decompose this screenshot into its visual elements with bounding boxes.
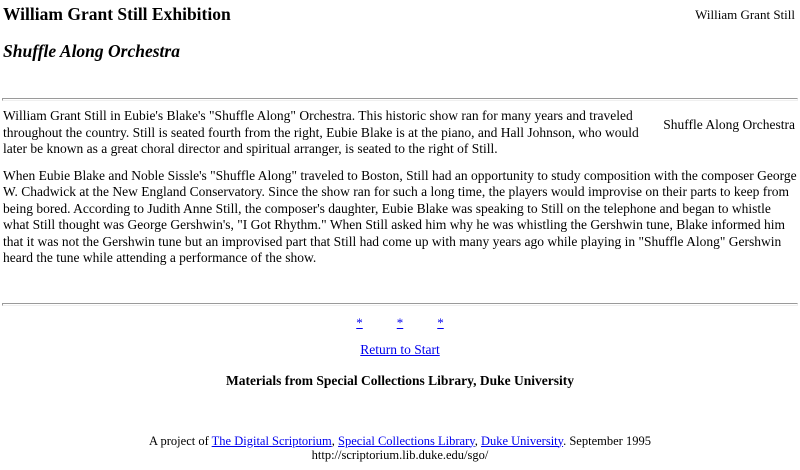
horizontal-rule-top [2,98,798,101]
duke-university-link[interactable]: Duke University [480,433,564,448]
project-credit-sep2: , [474,433,481,448]
page-subtitle: Shuffle Along Orchestra [3,41,180,61]
page [0,4,800,470]
return-to-start-link[interactable]: Return to Start [360,341,440,357]
asterisk-link-2[interactable]: * [396,314,404,330]
header-image-alt-text: William Grant Still [695,7,795,22]
project-credit-sep1: , [331,433,339,448]
return-nav [0,342,800,359]
project-credit-prefix: A project of [149,433,212,448]
intro-paragraph [3,108,797,158]
materials-credit: Materials from Special Collections Library, Duke University [225,373,575,388]
asterisk-link-3[interactable]: * [437,314,444,330]
digital-scriptorium-link[interactable]: The Digital Scriptorium [211,433,332,448]
history-paragraph: When Eubie Blake and Noble Sissle's "Shuffle Along" traveled to Boston, Still had an opportunity to study composition with the composer George W. Chadwick at the New England Conservatory. Since the show ran for such a long time, the players would improvise on their parts to keep from being bored. According to Judith Anne Still, the composer's daughter, Eubie Blake was speaking to Still on the telephone and began to whistle what Still thought was George Gershwin's, "I Got Rhythm." When Still asked him why he was whistling the Gershwin tune, Blake informed him that it was not the Gershwin tune but an improvised part that Still had come up with many years ago while playing in "Shuffle Along" Gershwin heard the tune while attending a performance of the show. [3,167,797,265]
asterisk-link-1[interactable]: * [356,314,363,330]
intro-paragraph-text: William Grant Still in Eubie's Blake's "Shuffle Along" Orchestra. This historic show ran for many years and traveled throughout the country. Still is seated fourth from the right, Eubie Blake is at the piano, and Hall Johnson, who would later be known as a great choral director and spiritual arranger, is seated to the right of Still. [3,108,639,156]
page-title: William Grant Still Exhibition [3,4,231,24]
special-collections-library-link[interactable]: Special Collections Library [338,433,475,448]
asterisk-nav [0,315,800,331]
horizontal-rule-bottom [2,303,798,306]
project-credit-suffix: . September 1995 [563,433,651,448]
project-credit [0,434,800,448]
site-url: http://scriptorium.lib.duke.edu/sgo/ [311,447,489,462]
photo-image-alt-text: Shuffle Along Orchestra [663,117,795,132]
